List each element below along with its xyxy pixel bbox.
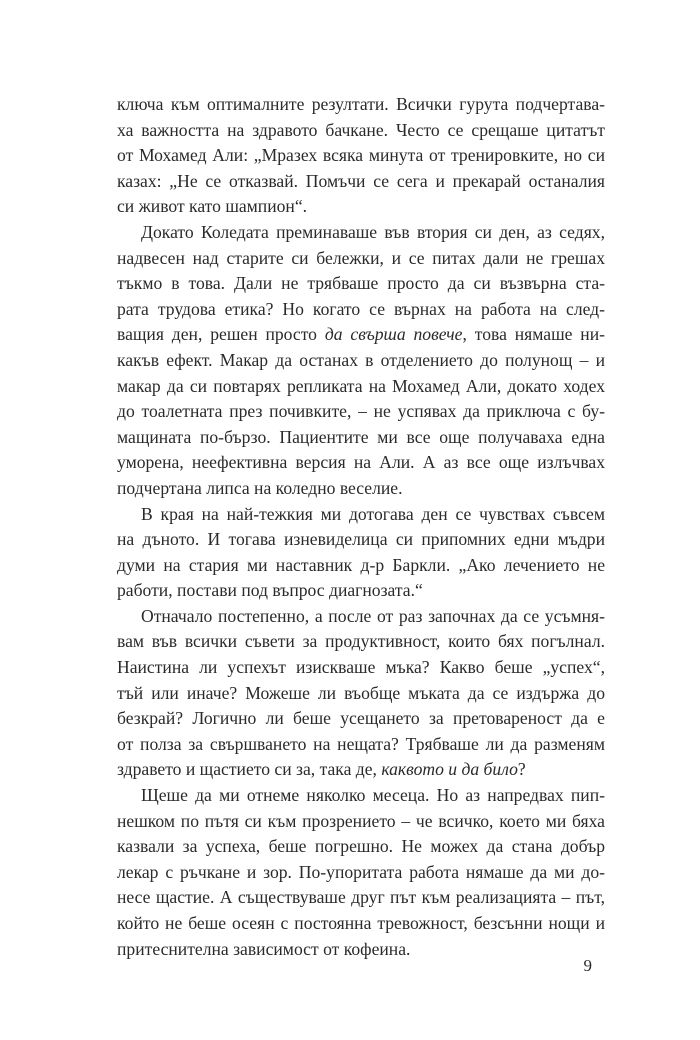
text-run: на дъното. И тогава изневиделица си припомних едни мъдри <box>117 529 605 550</box>
text-run: рата трудова етика? Но когато се върнах на работа на след- <box>117 298 605 319</box>
text-line <box>117 860 605 886</box>
text-run: безкрай? Логично ли беше усещането за претовареност да е <box>117 708 605 729</box>
text-run: Отначало постепенно, а после от раз започнах да се усъмня- <box>141 605 605 626</box>
text-line <box>117 834 605 860</box>
text-line <box>117 553 605 579</box>
text-run: уморена, неефективна версия на Али. А аз все още излъчвах <box>117 452 605 473</box>
text-line <box>117 143 605 169</box>
paragraph <box>117 92 605 220</box>
text-run: мащината по-бързо. Пациентите ми все още получаваха една <box>117 426 605 447</box>
text-run: до тоалетната през почивките, – не успявах да приключа с бу- <box>117 401 605 422</box>
text-line <box>117 194 605 220</box>
text-line <box>117 809 605 835</box>
text-run: макар да си повтарях репликата на Мохамед Али, докато ходех <box>117 375 605 396</box>
text-run: който не беше осеян с постоянна тревожност, безсънни нощи и <box>117 913 605 933</box>
text-line <box>117 706 605 732</box>
text-run: от полза за свършването на нещата? Трябваше ли да разменям <box>117 733 605 754</box>
text-line <box>117 297 605 323</box>
text-run: В края на най-тежкия ми дотогава ден се чувствах съвсем <box>141 503 605 524</box>
text-line <box>117 604 605 630</box>
paragraph <box>117 783 605 962</box>
paragraph <box>117 604 605 783</box>
text-line <box>117 911 605 937</box>
text-line <box>117 425 605 451</box>
text-run: лекар с ръчкане и зор. По-упоритата работа нямаше да ми до- <box>117 861 605 882</box>
text-run: нешком по пътя си към прозрението – че всичко, което ми бяха <box>117 810 605 831</box>
text-run: тъй или иначе? Можеше ли въобще мъката да се издържа до <box>117 682 605 703</box>
text-line <box>117 374 605 400</box>
text-line <box>117 527 605 553</box>
text-line <box>117 476 605 502</box>
text-line <box>117 220 605 246</box>
text-line <box>117 271 605 297</box>
text-run: от Мохамед Али: „Мразех всяка минута от тренировките, но си <box>117 145 605 166</box>
text-run: казвали за успеха, беше погрешно. Не можех да стана добър <box>117 836 605 857</box>
text-line <box>117 885 605 911</box>
text-line <box>117 732 605 758</box>
text-run: несе щастие. А съществуваше друг път към реализацията – път, <box>117 887 605 908</box>
text-line <box>117 118 605 144</box>
text-line <box>117 783 605 809</box>
text-line <box>117 655 605 681</box>
italic-text: да свърша повече <box>324 324 463 345</box>
text-run: ха важността на здравото бачкане. Често се срещаше цитатът <box>117 119 605 140</box>
body-text <box>117 92 605 962</box>
text-run: тъкмо в това. Дали не трябваше просто да си възвърна ста- <box>117 273 605 294</box>
text-run: Наистина ли успехът изискваше мъка? Какво беше „успех“, <box>117 657 605 678</box>
text-run: Щеше да ми отнеме няколко месеца. Но аз напредвах пип- <box>141 785 605 806</box>
text-line <box>117 629 605 655</box>
text-line <box>117 578 605 604</box>
text-line <box>117 450 605 476</box>
text-run: думи на стария ми наставник д-р Баркли. „Ако лечението не <box>117 554 605 575</box>
text-run: работи, постави под въпрос диагнозата.“ <box>117 580 423 601</box>
text-line <box>117 757 605 783</box>
text-line <box>117 246 605 272</box>
text-run: здравето и щастието си за, така де, <box>117 759 382 780</box>
text-line <box>117 681 605 707</box>
text-line <box>117 322 605 348</box>
text-line <box>117 92 605 118</box>
italic-text: каквото и да било <box>381 759 518 780</box>
text-run: какъв ефект. Макар да останах в отделението до полунощ – и <box>117 349 605 370</box>
text-line <box>117 502 605 528</box>
paragraph <box>117 502 605 604</box>
text-line <box>117 169 605 195</box>
text-line <box>117 348 605 374</box>
text-run: ващия ден, решен просто <box>117 324 325 345</box>
text-run: ключа към оптималните резултати. Всички гурута подчертава- <box>117 94 605 114</box>
text-run: вам във всички съвети за продуктивност, които бях погълнал. <box>117 631 605 652</box>
text-run: ? <box>517 759 526 780</box>
text-run: казах: „Не се отказвай. Помъчи се сега и прекарай останалия <box>117 170 605 191</box>
text-run: си живот като шампион“. <box>117 196 308 217</box>
text-run: , това нямаше ни- <box>462 324 605 345</box>
page-number: 9 <box>583 956 592 975</box>
text-run: подчертана липса на коледно веселие. <box>117 477 403 498</box>
text-run: надвесен над старите си бележки, и се питах дали не грешах <box>117 247 605 268</box>
text-run: Докато Коледата преминаваше във втория си ден, аз седях, <box>141 221 605 242</box>
text-line <box>117 399 605 425</box>
text-run: притеснителна зависимост от кофеина. <box>117 938 411 959</box>
paragraph <box>117 220 605 502</box>
